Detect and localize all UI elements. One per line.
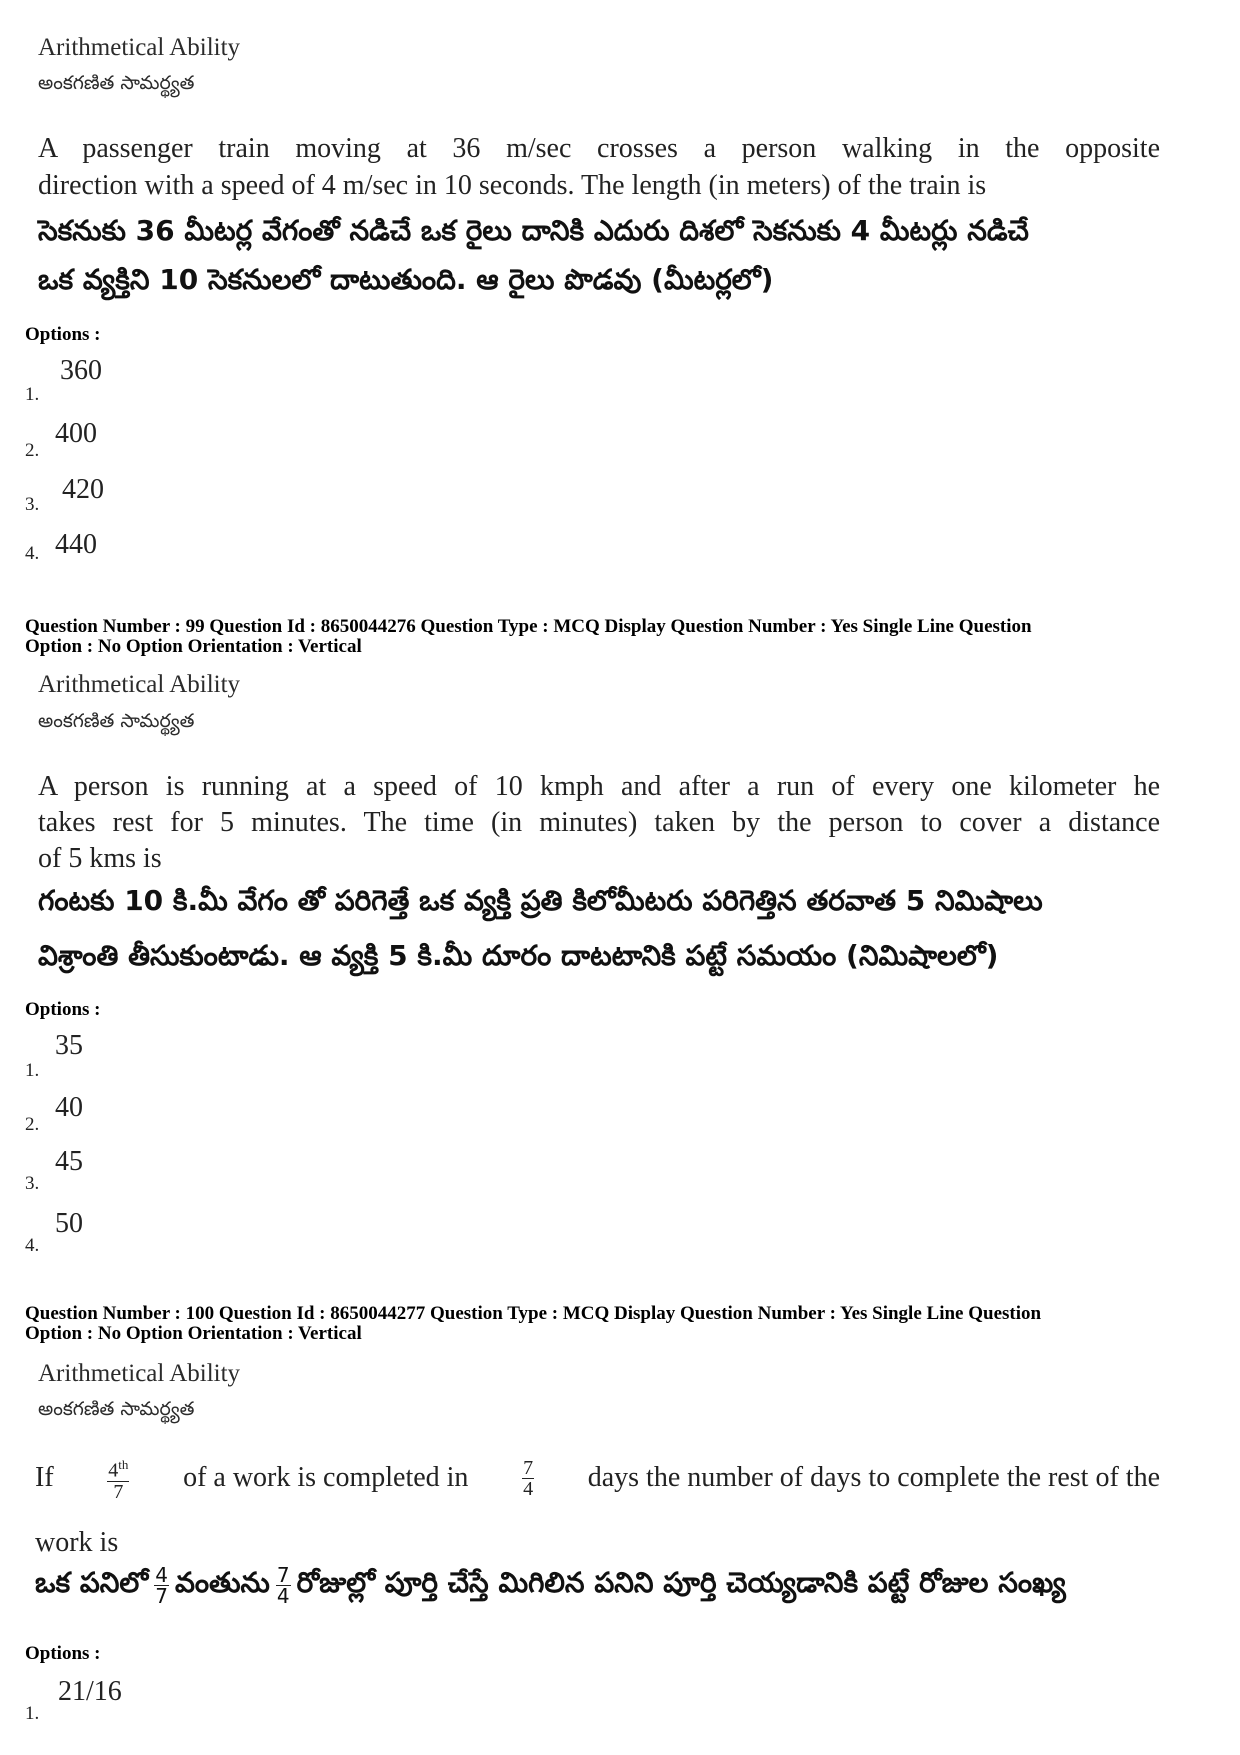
category-en: Arithmetical Ability: [38, 34, 241, 61]
options-label: Options :: [25, 324, 101, 345]
category-te: అంకగణిత సామర్థ్యత: [38, 1398, 195, 1420]
text-if: If: [35, 1462, 54, 1494]
option-number: 2.: [25, 440, 40, 461]
text-mid: of a work is completed in: [183, 1462, 469, 1494]
question-text-te-line2: ఒక వ్యక్తిని 10 సెకనులలో దాటుతుంది. ఆ రైలు పొడవు (మీటర్లలో): [38, 263, 774, 296]
option-value[interactable]: 40: [55, 1092, 83, 1123]
fraction: $\frac{4^{th}}{7}$: [108, 1457, 129, 1503]
question-meta-line2: Option : No Option Orientation : Vertical: [25, 1323, 362, 1344]
option-value[interactable]: 21/16: [58, 1676, 122, 1707]
question-text-en-line3: of 5 kms is: [38, 843, 162, 874]
option-value[interactable]: 45: [55, 1146, 83, 1177]
option-number: 1.: [25, 1060, 40, 1081]
category-te: అంకగణిత సామర్థ్యత: [38, 710, 195, 732]
option-number: 1.: [25, 1703, 40, 1724]
question-text-en-line2: work is: [35, 1527, 119, 1558]
question-meta-line1: Question Number : 100 Question Id : 8650044277 Question Type : MCQ Display Question Number : Yes Single Line Question: [25, 1303, 1042, 1324]
question-text-en-line1: [35, 1455, 1160, 1502]
option-value[interactable]: 35: [55, 1030, 83, 1061]
fraction: $\frac{4}{7}$: [155, 1563, 168, 1608]
question-text-en-line1: A passenger train moving at 36 m/sec crosses a person walking in the opposite: [38, 133, 1160, 164]
question-meta-line1: Question Number : 99 Question Id : 8650044276 Question Type : MCQ Display Question Number : Yes Single Line Question: [25, 616, 1032, 637]
question-text-en-line2: takes rest for 5 minutes. The time (in minutes) taken by the person to cover a distance: [38, 807, 1160, 838]
fraction: $\frac{7}{4}$: [523, 1456, 534, 1500]
option-number: 1.: [25, 384, 40, 405]
options-label: Options :: [25, 1643, 101, 1664]
option-value[interactable]: 420: [62, 474, 104, 505]
fraction: $\frac{7}{4}$: [276, 1563, 290, 1608]
option-number: 4.: [25, 543, 40, 564]
option-number: 3.: [25, 494, 40, 515]
category-en: Arithmetical Ability: [38, 1360, 241, 1387]
option-value[interactable]: 50: [55, 1208, 83, 1239]
text-rest: days the number of days to complete the rest of the: [587, 1462, 1160, 1494]
question-text-te-line2: విశ్రాంతి తీసుకుంటాడు. ఆ వ్యక్తి 5 కి.మీ దూరం దాటటానికి పట్టే సమయం (నిమిషాలలో): [38, 939, 999, 972]
option-value[interactable]: 400: [55, 418, 97, 449]
question-meta-line2: Option : No Option Orientation : Vertical: [25, 636, 362, 657]
question-text-en-line2: direction with a speed of 4 m/sec in 10 seconds. The length (in meters) of the train is: [38, 170, 987, 201]
options-label: Options :: [25, 999, 101, 1020]
option-number: 3.: [25, 1173, 40, 1194]
category-te: అంకగణిత సామర్థ్యత: [38, 72, 195, 94]
option-number: 4.: [25, 1235, 40, 1256]
option-value[interactable]: 440: [55, 529, 97, 560]
question-text-te-line1: గంటకు 10 కి.మీ వేగం తో పరిగెత్తే ఒక వ్యక్తి ప్రతి కిలోమీటరు పరిగెత్తిన తరవాత 5 నిమిషాలు: [38, 884, 1043, 917]
question-text-te-line1: ఒక పనిలో $\frac{4}{7}$ వంతును $\frac{7}{4}$ రోజుల్లో పూర్తి చేస్తే మిగిలిన పనిని పూర్తి చెయ్యడానికి పట్టే రోజుల సంఖ్య: [35, 1563, 1066, 1608]
category-en: Arithmetical Ability: [38, 671, 241, 698]
option-value[interactable]: 360: [60, 355, 102, 386]
question-text-te-line1: సెకనుకు 36 మీటర్ల వేగంతో నడిచే ఒక రైలు దానికి ఎదురు దిశలో సెకనుకు 4 మీటర్లు నడిచే: [38, 214, 1029, 247]
question-text-en-line1: A person is running at a speed of 10 kmph and after a run of every one kilometer he: [38, 771, 1160, 802]
option-number: 2.: [25, 1114, 40, 1135]
